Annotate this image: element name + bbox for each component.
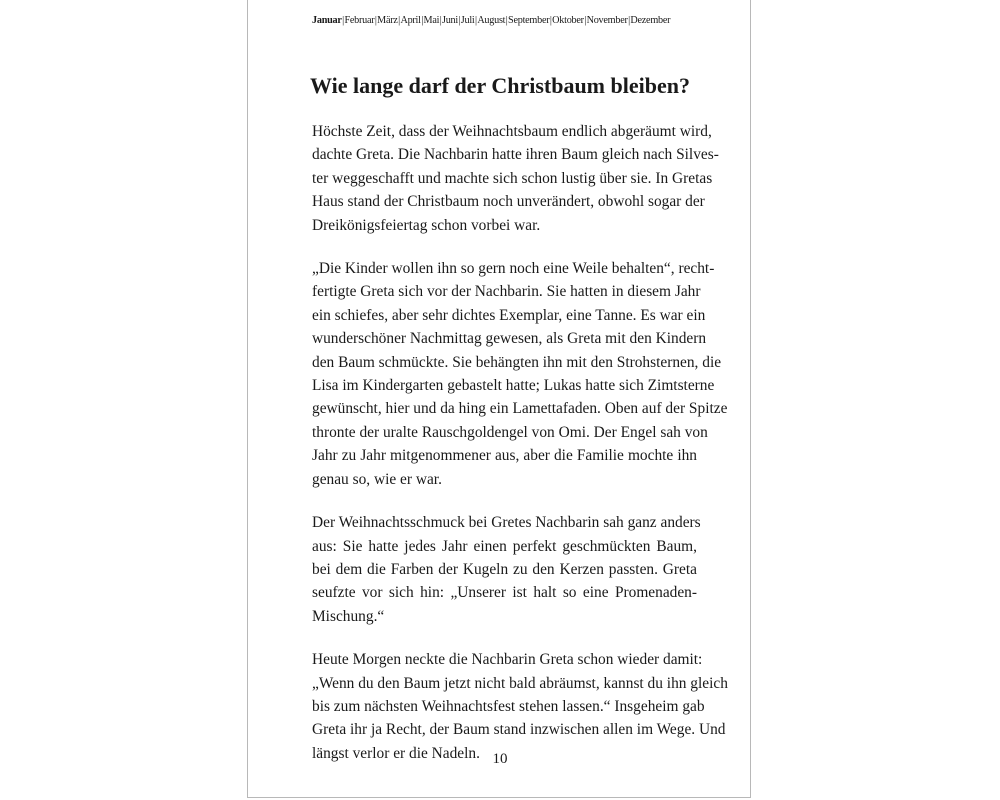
text-line: ein schiefes, aber sehr dichtes Exemplar, eine Tanne. Es war ein xyxy=(312,306,706,324)
book-page xyxy=(247,0,751,798)
month-separator: | xyxy=(398,15,400,26)
paragraph xyxy=(312,511,701,628)
text-line: fertigte Greta sich vor der Nachbarin. Sie hatten in diesem Jahr xyxy=(312,283,701,301)
text-line: Greta ihr ja Recht, der Baum stand inzwischen allen im Wege. Und xyxy=(312,721,726,739)
text-line: seufzte vor sich hin: „Unserer ist halt so eine Promenaden- xyxy=(312,584,697,602)
text-line: thronte der uralte Rauschgoldengel von Omi. Der Engel sah von xyxy=(312,423,708,441)
month-separator: | xyxy=(458,15,461,26)
month-link-9: Oktober xyxy=(552,15,584,26)
paragraph xyxy=(312,120,719,237)
month-separator: | xyxy=(475,15,477,26)
month-link-5: Juni xyxy=(442,15,458,26)
month-link-10: November xyxy=(586,15,628,26)
month-link-1: Februar xyxy=(344,15,375,26)
month-link-6: Juli xyxy=(460,15,475,26)
text-line: Heute Morgen neckte die Nachbarin Greta schon wieder damit: xyxy=(312,651,703,669)
month-link-8: September xyxy=(508,15,550,26)
month-separator: | xyxy=(628,15,630,26)
page-title: Wie lange darf der Christbaum bleiben? xyxy=(310,73,690,98)
text-line: Mischung.“ xyxy=(312,607,385,625)
month-link-2: März xyxy=(377,15,398,26)
month-navigation xyxy=(312,14,704,28)
page-number: 10 xyxy=(492,751,508,767)
month-link-7: August xyxy=(477,15,506,26)
text-line: Lisa im Kindergarten gebastelt hatte; Lukas hatte sich Zimtsterne xyxy=(312,377,715,395)
paragraph xyxy=(312,257,728,491)
paragraph xyxy=(312,648,728,765)
text-line: bei dem die Farben der Kugeln zu den Kerzen passten. Greta xyxy=(312,560,697,578)
text-line: Der Weihnachtsschmuck bei Gretes Nachbarin sah ganz anders xyxy=(312,514,701,532)
text-line: genau so, wie er war. xyxy=(312,470,442,488)
month-link-4: Mai xyxy=(423,15,440,26)
text-line: Jahr zu Jahr mitgenommener aus, aber die Familie mochte ihn xyxy=(312,447,697,465)
month-separator: | xyxy=(421,15,424,26)
text-line: Haus stand der Christbaum noch unverändert, obwohl sogar der xyxy=(312,193,705,211)
text-line: „Wenn du den Baum jetzt nicht bald abräumst, kannst du ihn gleich xyxy=(312,674,728,692)
month-separator: | xyxy=(584,15,587,26)
text-line: dachte Greta. Die Nachbarin hatte ihren Baum gleich nach Silves- xyxy=(312,146,719,164)
month-separator: | xyxy=(342,15,344,26)
text-line: den Baum schmückte. Sie behängten ihn mit den Strohsternen, die xyxy=(312,353,722,371)
month-separator: | xyxy=(374,15,377,26)
text-line: ter weggeschafft und machte sich schon lustig über sie. In Gretas xyxy=(312,169,713,187)
text-line: gewünscht, hier und da hing ein Lamettafaden. Oben auf der Spitze xyxy=(312,400,728,418)
text-line: längst verlor er die Nadeln. xyxy=(312,744,480,762)
month-separator: | xyxy=(505,15,508,26)
text-line: „Die Kinder wollen ihn so gern noch eine Weile behalten“, recht- xyxy=(312,260,715,278)
text-line: Dreikönigsfeiertag schon vorbei war. xyxy=(312,216,541,234)
month-link-3: April xyxy=(400,15,421,26)
text-line: wunderschöner Nachmittag gewesen, als Greta mit den Kindern xyxy=(312,330,707,348)
story-body xyxy=(312,120,728,785)
text-line: aus: Sie hatte jedes Jahr einen perfekt geschmückten Baum, xyxy=(312,537,697,555)
text-line: bis zum nächsten Weihnachtsfest stehen lassen.“ Insgeheim gab xyxy=(312,697,705,715)
month-separator: | xyxy=(549,15,552,26)
month-separator: | xyxy=(439,15,442,26)
month-link-11: Dezember xyxy=(630,15,671,26)
text-line: Höchste Zeit, dass der Weihnachtsbaum endlich abgeräumt wird, xyxy=(312,123,712,140)
month-link-0: Januar xyxy=(312,15,342,26)
